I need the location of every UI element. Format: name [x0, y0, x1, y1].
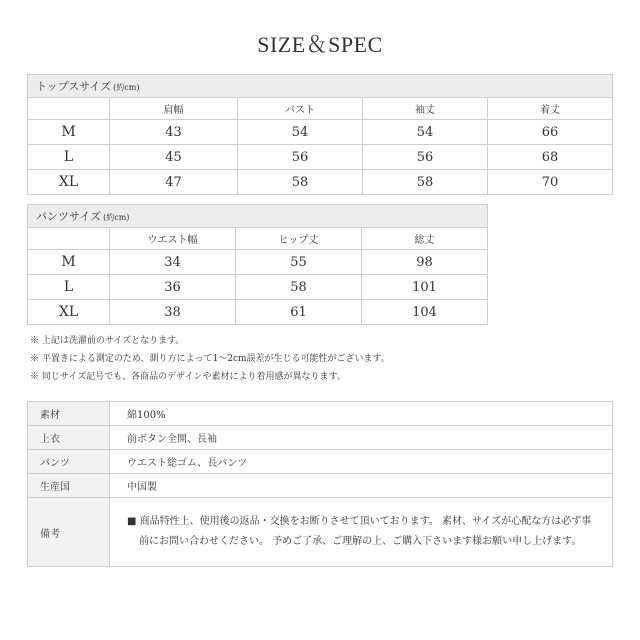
value-cell: 101: [362, 275, 488, 300]
value-cell: 54: [238, 120, 363, 145]
value-cell: 45: [110, 145, 238, 170]
table-row: [28, 145, 613, 170]
remark-line: ■ 商品特性上、使用後の返品・交換をお断りさせて頂いております。 素材、サイズが心配な方は必ず事: [127, 516, 592, 527]
tops-table-heading: [28, 75, 613, 98]
spec-table: [27, 401, 613, 567]
spec-remarks: [110, 498, 613, 567]
value-cell: 58: [238, 170, 363, 195]
value-cell: 36: [110, 275, 236, 300]
spec-label: パンツ: [28, 450, 110, 474]
spec-value: 前ボタン全開、長袖: [110, 426, 613, 450]
size-cell: XL: [28, 300, 110, 325]
spec-value: 中国製: [110, 474, 613, 498]
note-line: ※ 上記は洗濯前のサイズとなります。: [30, 336, 185, 346]
table-row: [28, 300, 488, 325]
value-cell: 70: [488, 170, 613, 195]
size-cell: XL: [28, 170, 110, 195]
pants-unit-label: (約cm): [103, 213, 130, 222]
value-cell: 61: [236, 300, 362, 325]
value-cell: 34: [110, 250, 236, 275]
spec-row-material: [28, 402, 613, 426]
value-cell: 56: [363, 145, 488, 170]
spec-row-top: [28, 426, 613, 450]
value-cell: 55: [236, 250, 362, 275]
size-cell: M: [28, 120, 110, 145]
value-cell: 58: [363, 170, 488, 195]
pants-size-table: [27, 204, 488, 325]
size-cell: L: [28, 275, 110, 300]
size-cell: L: [28, 145, 110, 170]
tops-col-header: バスト: [238, 98, 363, 120]
spec-label: 備考: [28, 498, 110, 567]
spec-row-remarks: [28, 498, 613, 567]
pants-col-header: [28, 228, 110, 250]
spec-label: 生産国: [28, 474, 110, 498]
value-cell: 43: [110, 120, 238, 145]
value-cell: 68: [488, 145, 613, 170]
spec-row-origin: [28, 474, 613, 498]
table-row: [28, 120, 613, 145]
table-row: [28, 250, 488, 275]
spec-value: ウエスト総ゴム、長パンツ: [110, 450, 613, 474]
page-title: SIZE＆SPEC: [257, 32, 383, 57]
tops-heading-label: トップスサイズ: [36, 80, 112, 93]
pants-col-header: ウエスト幅: [110, 228, 236, 250]
value-cell: 38: [110, 300, 236, 325]
spec-label: 上衣: [28, 426, 110, 450]
tops-col-header: 肩幅: [110, 98, 238, 120]
table-row: [28, 170, 613, 195]
table-row: [28, 275, 488, 300]
tops-col-header: [28, 98, 110, 120]
pants-col-header: ヒップ丈: [236, 228, 362, 250]
note-line: ※ 平置きによる測定のため、測り方によって1〜2cm誤差が生じる可能性がございます。: [30, 354, 390, 364]
value-cell: 54: [363, 120, 488, 145]
note-line: ※ 同じサイズ記号でも、各商品のデザインや素材により着用感が異なります。: [30, 372, 346, 382]
pants-col-header: 総丈: [362, 228, 488, 250]
value-cell: 66: [488, 120, 613, 145]
value-cell: 58: [236, 275, 362, 300]
tops-size-table: [27, 74, 613, 195]
value-cell: 56: [238, 145, 363, 170]
pants-heading-label: パンツサイズ: [36, 210, 102, 223]
value-cell: 98: [362, 250, 488, 275]
tops-col-header: 袖丈: [363, 98, 488, 120]
remark-line: 前にお問い合わせください。 予めご了承、ご理解の上、ご購入下さいます様お願い申し上げます。: [139, 536, 582, 547]
spec-row-pants: [28, 450, 613, 474]
spec-label: 素材: [28, 402, 110, 426]
pants-table-heading: [28, 205, 488, 228]
size-cell: M: [28, 250, 110, 275]
tops-col-header: 着丈: [488, 98, 613, 120]
spec-value: 綿100%: [110, 402, 613, 426]
tops-unit-label: (約cm): [113, 83, 140, 92]
value-cell: 104: [362, 300, 488, 325]
value-cell: 47: [110, 170, 238, 195]
size-notes: [30, 332, 390, 386]
